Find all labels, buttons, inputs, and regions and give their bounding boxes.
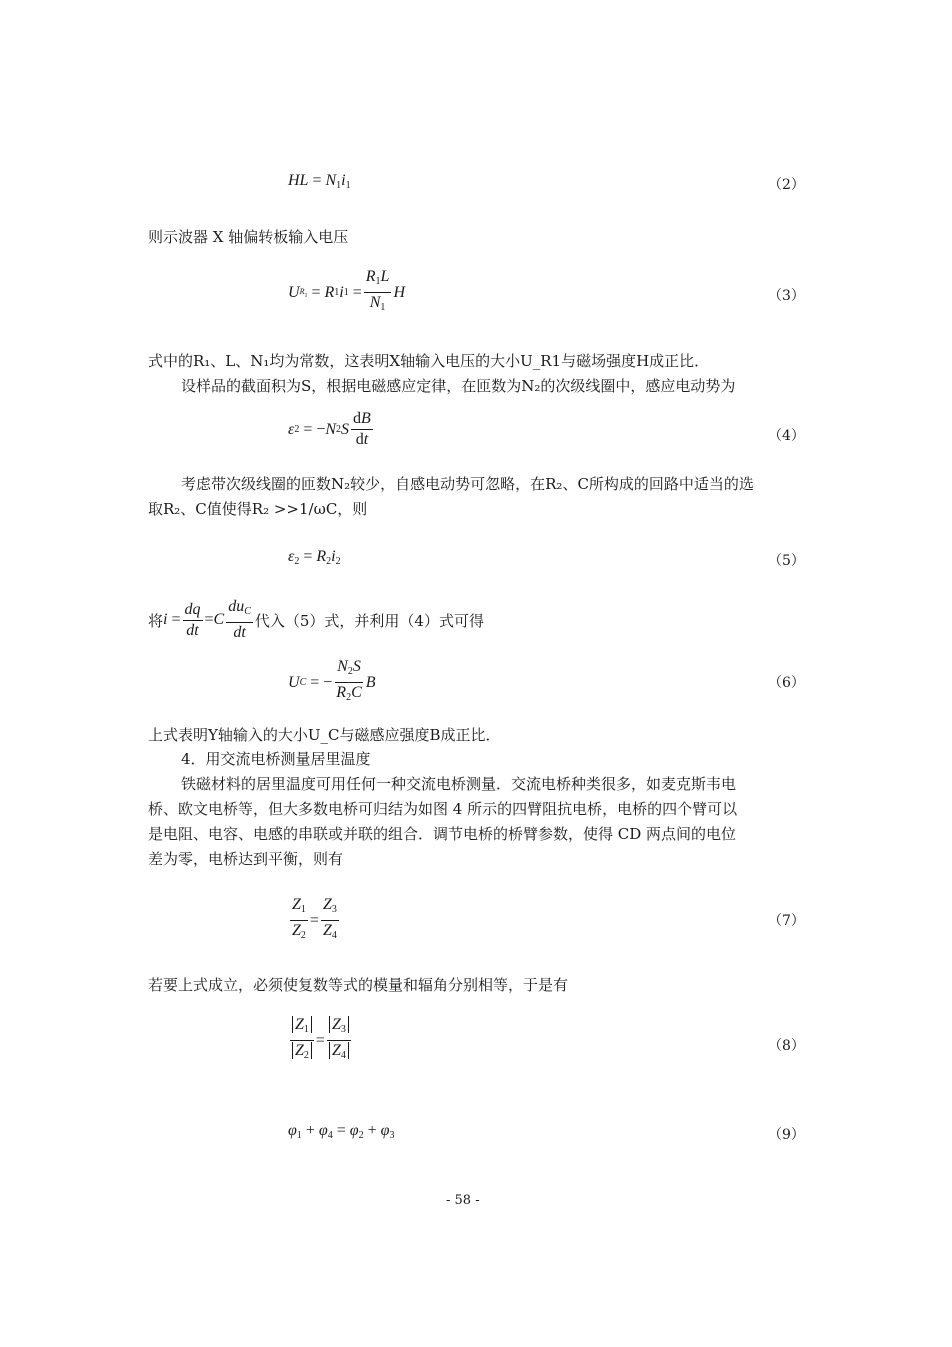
equation-4: ε 2 = − N 2 S $\frac{dB}{dt}$ xyxy=(288,410,371,448)
substitution-line: 将 i = $\frac{dq}{dt}$ = C $\frac{du_C}{dt}$ 代入（5）式，并利用（4）式可得 xyxy=(148,598,484,641)
line-sample-area: 设样品的截面积为S，根据电磁感应定律，在匝数为N₂的次级线圈中，感应电动势为 xyxy=(181,377,736,395)
equation-4-number: （4） xyxy=(768,428,805,444)
equation-2: HL = $N_1i_1$ xyxy=(288,172,351,191)
equation-7: $\frac{Z_1}{Z_2}$ = $\frac{Z_3}{Z_4}$ xyxy=(292,896,337,941)
para-bridge-line-3: 是电阻、电容、电感的串联或并联的组合．调节电桥的桥臂参数，使得 CD 两点间的电位 xyxy=(148,825,737,843)
line-complex-condition: 若要上式成立，必须使复数等式的模量和辐角分别相等，于是有 xyxy=(148,976,569,994)
equation-8: $\frac{Z_1}{Z_2}$ = $\frac{Z_3}{Z_4}$ xyxy=(288,1016,353,1065)
substitution-prefix: 将 xyxy=(148,611,164,630)
page-number: - 58 - xyxy=(446,1193,480,1208)
para-bridge-line-4: 差为零，电桥达到平衡，则有 xyxy=(148,850,344,868)
line-constants: 式中的R₁、L、N₁均为常数，这表明X轴输入电压的大小U_R1与磁场强度H成正比． xyxy=(148,352,710,370)
equation-3-number: （3） xyxy=(768,288,805,304)
equation-7-number: （7） xyxy=(768,913,805,929)
equation-2-number: （2） xyxy=(768,177,805,193)
equation-9-number: （9） xyxy=(768,1127,805,1143)
equation-5-number: （5） xyxy=(768,553,805,569)
line-x-axis-voltage: 则示波器 X 轴偏转板输入电压 xyxy=(148,228,349,246)
equation-6: U C = − $\frac{N_2S}{R_2C}$ B xyxy=(288,658,376,703)
equation-6-number: （6） xyxy=(768,675,805,691)
equation-3: U $R_1$ = R 1 i 1 = $\frac{R_1L}{N_1}$ H xyxy=(288,268,405,313)
para-consider-line-1: 考虑带次级线圈的匝数N₂较少，自感电动势可忽略，在R₂、C所构成的回路中适当的选 xyxy=(181,475,754,493)
substitution-suffix: 代入（5）式，并利用（4）式可得 xyxy=(254,611,484,630)
para-bridge-line-2: 桥、欧文电桥等，但大多数电桥可归结为如图 4 所示的四臂阻抗电桥，电桥的四个臂可以 xyxy=(148,800,738,818)
para-consider-line-2: 取R₂、C值使得R₂ >>1/ωC，则 xyxy=(148,500,368,518)
equation-8-number: （8） xyxy=(768,1038,805,1054)
equation-5: $\varepsilon_2 = R_2i_2$ xyxy=(288,548,341,567)
line-y-axis: 上式表明Y轴输入的大小U_C与磁感应强度B成正比． xyxy=(148,726,501,744)
section-heading: 4．用交流电桥测量居里温度 xyxy=(181,750,371,768)
equation-9: $\varphi_1 + \varphi_4 = \varphi_2 + \varphi_3$ xyxy=(288,1122,395,1141)
para-bridge-line-1: 铁磁材料的居里温度可用任何一种交流电桥测量．交流电桥种类很多，如麦克斯韦电 xyxy=(181,775,737,793)
